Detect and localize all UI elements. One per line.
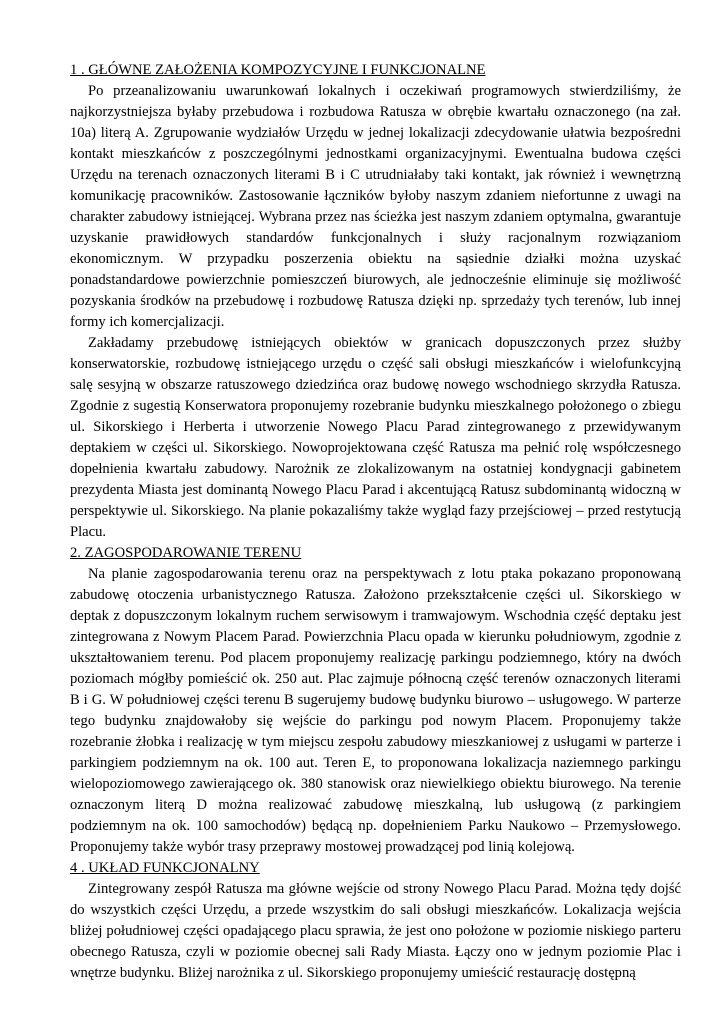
- paragraph-site-plan: Na planie zagospodarowania terenu oraz na perspektywach z lotu ptaka pokazano proponowaną zabudowę otoczenia urbanistycznego Ratusza. Założono przekształcenie części ul. Sikorskiego w deptak z dopuszczonym lokalnym ruchem serwisowym i tramwajowym. Wschodnia część deptaku jest zintegrowana z Nowym Placem Parad. Powierzchnia Placu opada w kierunku południowym, zgodnie z ukształtowaniem terenu. Pod placem proponujemy realizację parkingu podziemnego, który na dwóch poziomach mógłby pomieścić ok. 250 aut. Plac zajmuje północną część terenów oznaczonych literami B i G. W południowej części terenu B sugerujemy budowę budynku biurowo – usługowego. W parterze tego budynku znajdowałoby się wejście do parkingu pod nowym Placem. Proponujemy także rozebranie żłobka i realizację w tym miejscu zespołu zabudowy mieszkaniowej z usługami w parterze i parkingiem podziemnym na ok. 100 aut. Teren E, to proponowana lokalizacja naziemnego parkingu wielopoziomowego zawierającego ok. 380 stanowisk oraz niewielkiego obiektu biurowego. Na terenie oznaczonym literą D można realizować zabudowę mieszkalną, lub usługową (z parkingiem podziemnym na ok. 100 samochodów) będącą np. dopełnieniem Parku Naukowo – Przemysłowego. Proponujemy także wybór trasy przeprawy mostowej prowadzącej pod linią kolejową.: [70, 566, 681, 855]
- section-heading-main-assumptions: 1 . GŁÓWNE ZAŁOŻENIA KOMPOZYCYJNE I FUNKCJONALNE: [70, 62, 486, 78]
- section-heading-site-development: 2. ZAGOSPODAROWANIE TERENU: [70, 545, 302, 561]
- section-heading-functional-layout: 4 . UKŁAD FUNKCJONALNY: [70, 860, 260, 876]
- paragraph-functional-layout: Zintegrowany zespół Ratusza ma główne wejście od strony Nowego Placu Parad. Można tędy dojść do wszystkich części Urzędu, a przede wszystkim do sali obsługi mieszkańców. Lokalizacja wejścia bliżej południowej części opadającego placu sprawia, że jest ono położone w poziomie niskiego parteru obecnego Ratusza, czyli w poziomie obecnej sali Rady Miasta. Łączy ono w jednym poziomie Plac i wnętrze budynku. Bliżej narożnika z ul. Sikorskiego proponujemy umieścić restaurację dostępną: [70, 881, 681, 981]
- paragraph-reconstruction: Zakładamy przebudowę istniejących obiektów w granicach dopuszczonych przez służby konserwatorskie, rozbudowę istniejącego urzędu o część sali obsługi mieszkańców i wielofunkcyjną salę sesyjną w obszarze ratuszowego dziedzińca oraz budowę nowego wschodniego skrzydła Ratusza. Zgodnie z sugestią Konserwatora proponujemy rozebranie budynku mieszkalnego położonego o zbiegu ul. Sikorskiego i Herberta i utworzenie Nowego Placu Parad zintegrowanego z przewidywanym deptakiem w części ul. Sikorskiego. Nowoprojektowana część Ratusza ma pełnić rolę współczesnego dopełnienia kwartału zabudowy. Narożnik ze zlokalizowanym na ostatniej kondygnacji gabinetem prezydenta Miasta jest dominantą Nowego Placu Parad i akcentującą Ratusz subdominantą widoczną w perspektywie ul. Sikorskiego. Na planie pokazaliśmy także wygląd fazy przejściowej – przed restytucją Placu.: [70, 335, 681, 540]
- paragraph-analysis: Po przeanalizowaniu uwarunkowań lokalnych i oczekiwań programowych stwierdziliśmy, że najkorzystniejsza byłaby przebudowa i rozbudowa Ratusza w obrębie kwartału oznaczonego (na zał. 10a) literą A. Zgrupowanie wydziałów Urzędu w jednej lokalizacji zdecydowanie ułatwia bezpośredni kontakt mieszkańców z poszczególnymi jednostkami organizacyjnymi. Ewentualna budowa części Urzędu na terenach oznaczonych literami B i C utrudniałaby taki kontakt, jak również i wewnętrzną komunikację pracowników. Zastosowanie łączników byłoby naszym zdaniem niefortunne z uwagi na charakter zabudowy istniejącej. Wybrana przez nas ścieżka jest naszym zdaniem optymalna, gwarantuje uzyskanie prawidłowych standardów funkcjonalnych i służy racjonalnym rozwiązaniom ekonomicznym. W przypadku poszerzenia obiektu na sąsiednie działki można uzyskać ponadstandardowe powierzchnie pomieszczeń biurowych, ale jednocześnie eliminuje się możliwość pozyskania środków na przebudowę i rozbudowę Ratusza dzięki np. sprzedaży tych terenów, lub innej formy ich komercjalizacji.: [70, 83, 681, 330]
